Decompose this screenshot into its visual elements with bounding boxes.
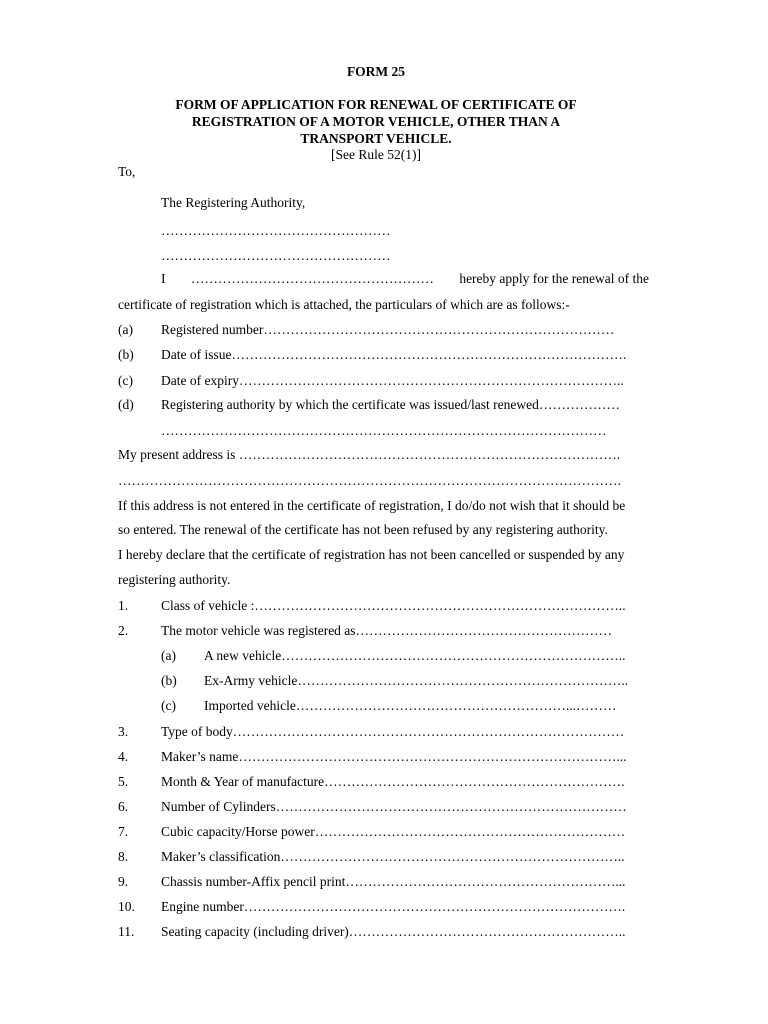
particular-registered-number: Registered number……………………………………………………………………: [161, 322, 615, 337]
intro-line2: certificate of registration which is attached, the particulars of which are as follows:-: [118, 297, 570, 312]
particular-label: (b): [118, 347, 134, 362]
intro-i: I: [161, 271, 166, 286]
item-number: 1.: [118, 598, 129, 613]
sub-item-label: (b): [161, 673, 177, 688]
item-registered-as: The motor vehicle was registered as…………………………………………………: [161, 623, 613, 638]
item-number: 7.: [118, 824, 129, 839]
item-number: 8.: [118, 849, 129, 864]
item-number: 9.: [118, 874, 129, 889]
item-number: 5.: [118, 774, 129, 789]
item-number-of-cylinders: Number of Cylinders……………………………………………………………………: [161, 799, 627, 814]
sub-item-label: (a): [161, 648, 176, 663]
item-number: 2.: [118, 623, 129, 638]
item-number: 11.: [118, 924, 135, 939]
item-chassis-number: Chassis number-Affix pencil print……………………………………………………...: [161, 874, 626, 889]
present-address-line2: ………………………………………………………………………………………………….: [118, 473, 621, 488]
item-number: 3.: [118, 724, 129, 739]
item-type-of-body: Type of body……………………………………………………………………………: [161, 724, 625, 739]
sub-item-ex-army-vehicle: Ex-Army vehicle………………………………………………………………..: [204, 673, 629, 688]
item-number: 4.: [118, 749, 129, 764]
form-title-line3: TRANSPORT VEHICLE.: [300, 131, 452, 146]
sub-item-imported-vehicle: Imported vehicle……………………………………………………...………: [204, 698, 617, 713]
item-makers-classification: Maker’s classification…………………………………………………………………..: [161, 849, 625, 864]
form-number: FORM 25: [346, 64, 406, 79]
particular-continuation-dots: ………………………………………………………………………………………: [161, 423, 607, 438]
particular-label: (c): [118, 373, 133, 388]
item-cubic-capacity: Cubic capacity/Horse power……………………………………………………………: [161, 824, 626, 839]
particular-date-of-issue: Date of issue…………………………………………………………………………….: [161, 347, 627, 362]
declaration-p1-line1: If this address is not entered in the certificate of registration, I do/do not wish that it should be: [118, 498, 626, 513]
declaration-p2-line1: I hereby declare that the certificate of registration has not been cancelled or suspended by any: [118, 547, 625, 562]
intro-name-blank: ………………………………………………: [190, 271, 434, 286]
particular-label: (a): [118, 322, 133, 337]
authority-dots-line1: ……………………………………………: [161, 223, 391, 238]
particular-label: (d): [118, 397, 134, 412]
to-label: To,: [118, 164, 136, 179]
item-month-year-manufacture: Month & Year of manufacture………………………………………………………….: [161, 774, 625, 789]
intro-hereby: hereby apply for the renewal of the: [459, 271, 649, 286]
authority-label: The Registering Authority,: [161, 195, 306, 210]
particular-date-of-expiry: Date of expiry…………………………………………………………………………..: [161, 373, 624, 388]
intro-line: [161, 270, 649, 288]
item-makers-name: Maker’s name…………………………………………………………………………...: [161, 749, 627, 764]
sub-item-new-vehicle: A new vehicle…………………………………………………………………..: [204, 648, 626, 663]
item-engine-number: Engine number………………………………………………………………………….: [161, 899, 626, 914]
form-title-line2: REGISTRATION OF A MOTOR VEHICLE, OTHER THAN A: [191, 114, 561, 129]
present-address-line1: My present address is ………………………………………………………………………….: [118, 447, 621, 462]
particular-registering-authority: Registering authority by which the certificate was issued/last renewed………………: [161, 397, 620, 412]
declaration-p1-line2: so entered. The renewal of the certificate has not been refused by any registering authority.: [118, 522, 608, 537]
form-title-line1: FORM OF APPLICATION FOR RENEWAL OF CERTIFICATE OF: [175, 97, 577, 112]
declaration-p2-line2: registering authority.: [118, 572, 231, 587]
item-seating-capacity: Seating capacity (including driver)……………………………………………………..: [161, 924, 626, 939]
authority-dots-line2: ……………………………………………: [161, 248, 391, 263]
item-number: 10.: [118, 899, 135, 914]
item-class-of-vehicle: Class of vehicle :………………………………………………………………………..: [161, 598, 626, 613]
rule-reference: [See Rule 52(1)]: [331, 147, 421, 162]
item-number: 6.: [118, 799, 129, 814]
sub-item-label: (c): [161, 698, 176, 713]
